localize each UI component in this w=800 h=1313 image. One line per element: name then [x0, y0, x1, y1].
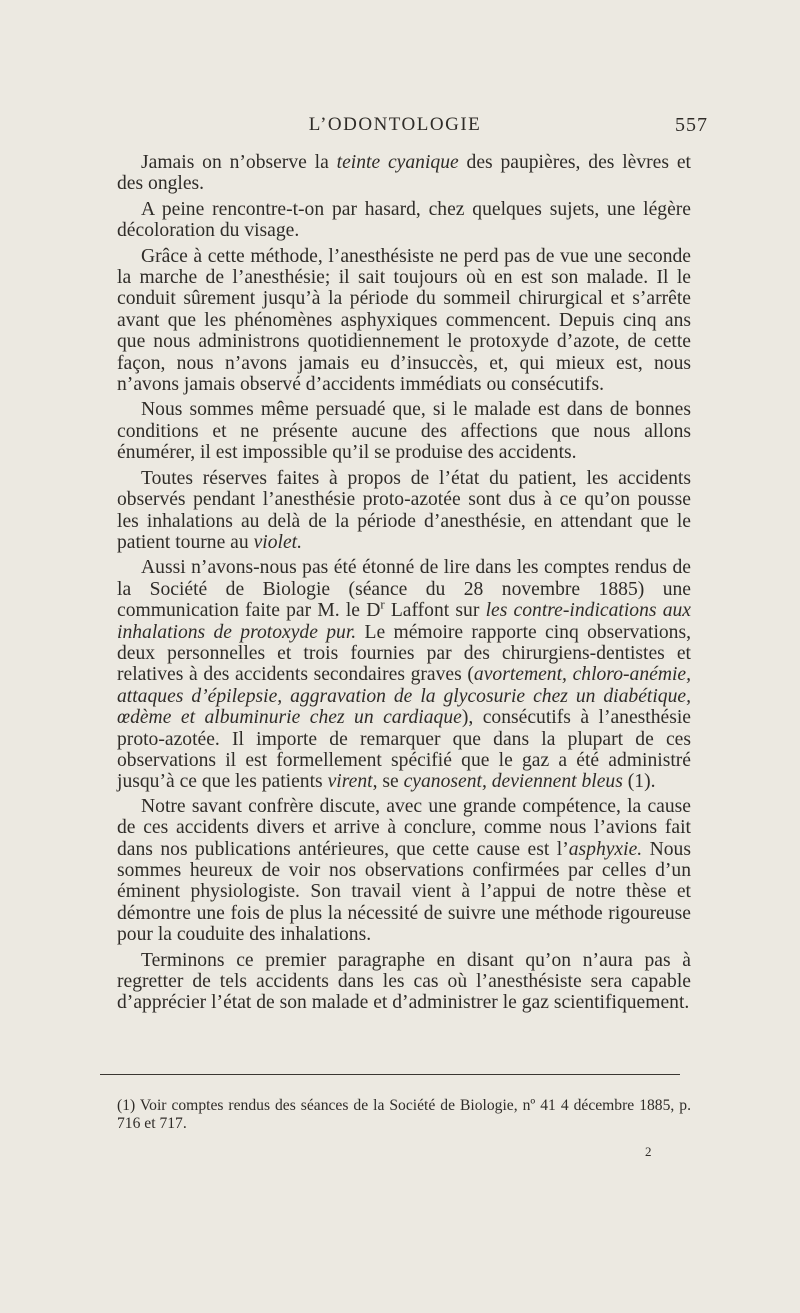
paragraph [117, 950, 691, 1014]
paragraph [117, 468, 691, 554]
text-run: Nous sommes même persuadé que, si le malade est dans de bonnes conditions et ne présente aucune des affections que nous allons énumérer, il est impossible qu’il se produise des accidents. [117, 399, 691, 464]
italic-run: avortement, chloro-anémie, attaques d’épilepsie, aggravation de la glycosurie chez un diabétique, œdème et albuminurie chez un cardiaque [117, 664, 692, 729]
superscript-run: r [380, 597, 385, 612]
italic-run: teinte cyanique [336, 152, 459, 173]
text-run: Terminons ce premier paragraphe en disant qu’on n’aura pas à regretter de tels accidents dans les cas où l’anesthésiste sera capable d’apprécier l’état de son malade et d’administrer le gaz scientifiquement. [117, 949, 691, 1014]
text-run: des paupières, des lèvres et des ongles. [117, 152, 691, 195]
footnote [117, 1097, 691, 1133]
paragraph [117, 399, 691, 463]
text-run: Aussi n’avons-nous pas été étonné de lire dans les comptes rendus de la Société de Biologie (séance du 28 novembre 1885) une communication faite par M. le D [117, 557, 691, 622]
paragraph [117, 796, 691, 946]
footnote-text: (1) Voir comptes rendus des séances de la Société de Biologie, nº 41 4 décembre 1885, p. 716 et 717. [117, 1097, 691, 1132]
italic-run: violet. [253, 531, 302, 553]
text-run: A peine rencontre-t-on par hasard, chez quelques sujets, une légère décoloration du visage. [117, 198, 691, 242]
page-number: 557 [675, 114, 708, 136]
text-run: Nous sommes heureux de voir nos observations confirmées par celles d’un éminent physiologiste. Son travail vient à l’appui de notre thèse et démontre une fois de plus la nécessité de suivre une méthode rigoureuse pour la couduite des inhalations. [117, 838, 691, 946]
italic-run: les contre-indications aux inhalations de protoxyde pur. [117, 600, 691, 643]
running-header [105, 114, 708, 140]
signature-mark: 2 [645, 1144, 652, 1159]
paragraph [117, 152, 691, 195]
text-run: Jamais on n’observe la [141, 152, 337, 173]
italic-run: cyanosent, deviennent bleus [403, 771, 623, 793]
text-run: ), consécutifs à l’anesthésie proto-azotée. Il importe de remarquer que dans la plupart de ces observations il est formellement spécifié que le gaz a été administré jusqu’à ce que les patients [117, 707, 691, 793]
text-run: (1). [622, 771, 656, 793]
text-run: Toutes réserves faites à propos de l’état du patient, les accidents observés pendant l’anesthésie proto-azotée sont dus à ce qu’on pousse les inhalations au delà de la période d’anesthésie, en attendant que le patient tourne au [117, 467, 691, 553]
body-text [117, 152, 691, 1018]
paragraph [117, 557, 691, 792]
running-title: L’ODONTOLOGIE [308, 114, 482, 135]
text-run: , se [372, 771, 404, 793]
text-run: Le mémoire rapporte cinq observations, deux personnelles et trois fournies par des chirurgiens-dentistes et relatives à des accidents secondaires graves ( [117, 621, 692, 686]
paragraph [117, 246, 691, 396]
text-run: Notre savant confrère discute, avec une grande compétence, la cause de ces accidents divers et arrive à conclure, comme nous l’avions fait dans nos publications antérieures, que cette cause est l’ [117, 795, 691, 860]
italic-run: asphyxie. [568, 838, 643, 860]
italic-run: virent [327, 771, 373, 793]
paragraph [117, 199, 691, 242]
text-run: Laffont sur [384, 600, 486, 622]
footnote-rule [100, 1074, 680, 1075]
text-run: Grâce à cette méthode, l’anesthésiste ne perd pas de vue une seconde la marche de l’anesthésie; il sait toujours où en est son malade. Il le conduit sûrement jusqu’à la période du sommeil chirurgical et s’arrête avant que les phénomènes asphyxiques commencent. Depuis cinq ans que nous administrons quotidiennement le protoxyde d’azote, de cette façon, nous n’avons jamais eu d’insuccès, et, qui mieux est, nous n’avons jamais observé d’accidents immédiats ou consécutifs. [117, 245, 691, 396]
